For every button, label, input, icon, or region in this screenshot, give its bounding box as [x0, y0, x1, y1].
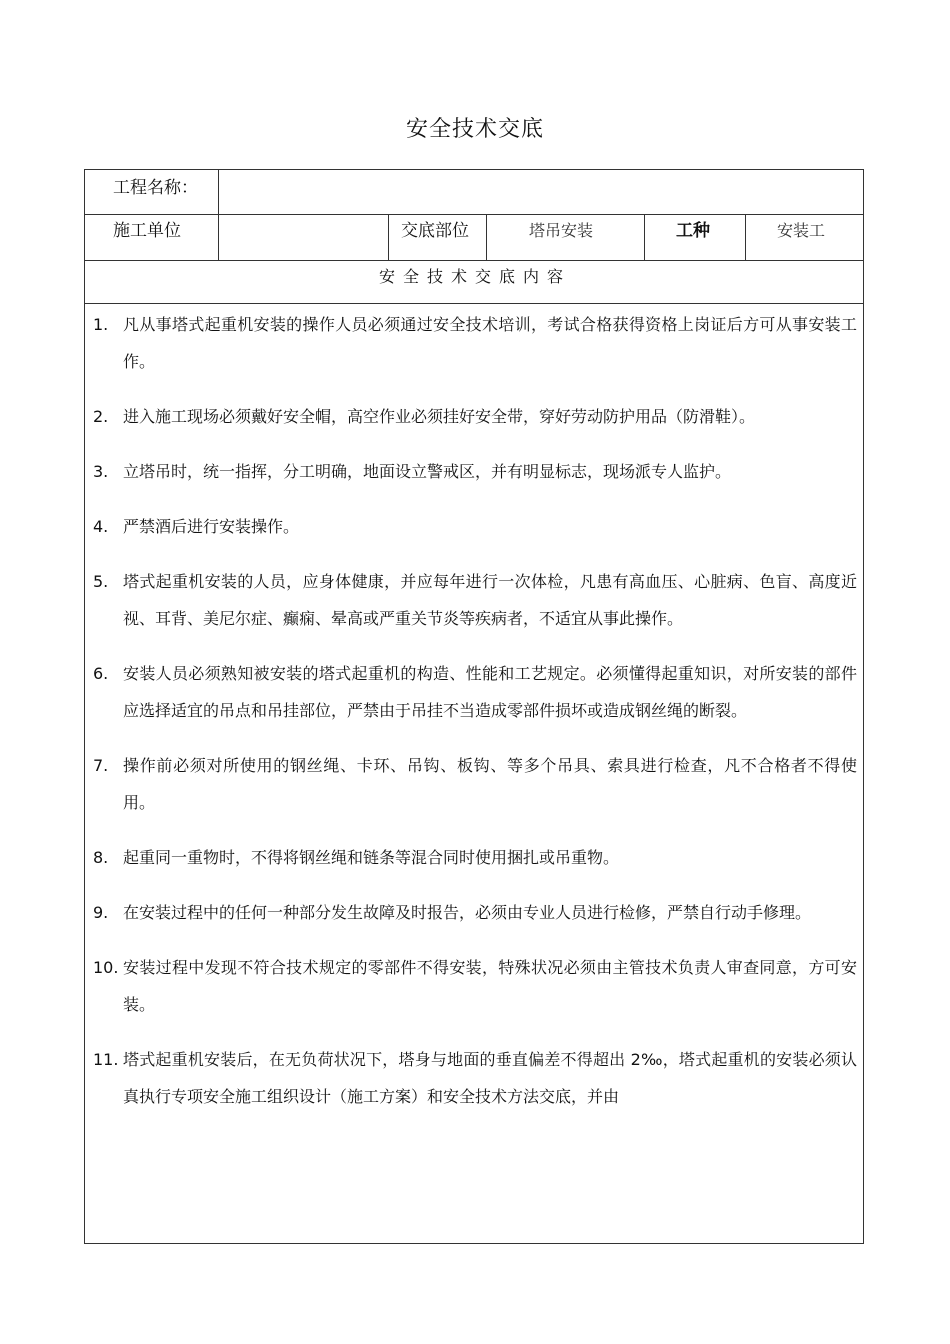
item-number: 1.: [93, 315, 109, 334]
item-text: 安装人员必须熟知被安装的塔式起重机的构造、性能和工艺规定。必须懂得起重知识，对所安装的部件应选择适宜的吊点和吊挂部位，严禁由于吊挂不当造成零部件损坏或造成钢丝绳的断裂。: [123, 664, 857, 720]
list-item: [85, 508, 865, 545]
construction-unit-label: 施工单位: [113, 221, 181, 241]
column-divider: [644, 214, 645, 260]
disclosure-part-label: 交底部位: [401, 221, 469, 241]
item-number: 3.: [93, 462, 109, 481]
item-text: 塔式起重机安装的人员，应身体健康，并应每年进行一次体检，凡患有高血压、心脏病、色盲、高度近视、耳背、美尼尔症、癫痫、晕高或严重关节炎等疾病者，不适宜从事此操作。: [123, 572, 857, 628]
work-type-label: 工种: [676, 221, 710, 241]
list-item: [85, 398, 865, 435]
column-divider: [486, 214, 487, 260]
disclosure-items-list: [85, 306, 865, 1133]
item-number: 10.: [93, 958, 119, 977]
list-item: [85, 306, 865, 380]
item-text: 进入施工现场必须戴好安全帽，高空作业必须挂好安全带，穿好劳动防护用品（防滑鞋）。: [123, 407, 756, 426]
item-number: 8.: [93, 848, 109, 867]
column-divider: [218, 170, 219, 214]
disclosure-part-value: 塔吊安装: [529, 221, 594, 240]
item-text: 严禁酒后进行安装操作。: [123, 517, 300, 536]
list-item: [85, 839, 865, 876]
list-item: [85, 949, 865, 1023]
list-item: [85, 1041, 865, 1115]
item-number: 9.: [93, 903, 109, 922]
item-number: 11.: [93, 1050, 119, 1069]
item-text: 塔式起重机安装后，在无负荷状况下，塔身与地面的垂直偏差不得超出 2‰，塔式起重机的安装必须认真执行专项安全施工组织设计（施工方案）和安全技术方法交底，并由: [123, 1050, 857, 1106]
item-text: 操作前必须对所使用的钢丝绳、卡环、吊钩、板钩、等多个吊具、索具进行检查，凡不合格者不得使用。: [123, 756, 857, 812]
column-divider: [388, 214, 389, 260]
item-number: 2.: [93, 407, 109, 426]
item-text: 立塔吊时，统一指挥，分工明确，地面设立警戒区，并有明显标志，现场派专人监护。: [123, 462, 732, 481]
item-number: 6.: [93, 664, 109, 683]
column-divider: [218, 214, 219, 260]
list-item: [85, 747, 865, 821]
work-type-value: 安装工: [777, 221, 826, 240]
item-number: 5.: [93, 572, 109, 591]
project-name-label: 工程名称：: [113, 178, 198, 198]
list-item: [85, 894, 865, 931]
content-section-title: 安全技术交底内容: [378, 267, 571, 286]
item-text: 凡从事塔式起重机安装的操作人员必须通过安全技术培训，考试合格获得资格上岗证后方可从事安装工作。: [123, 315, 857, 371]
row-divider: [85, 260, 863, 261]
row-divider: [85, 303, 863, 304]
document-title: 安全技术交底: [405, 117, 544, 142]
item-number: 7.: [93, 756, 109, 775]
list-item: [85, 563, 865, 637]
item-text: 安装过程中发现不符合技术规定的零部件不得安装，特殊状况必须由主管技术负责人审查同意，方可安装。: [123, 958, 857, 1014]
list-item: [85, 655, 865, 729]
row-divider: [85, 214, 863, 215]
list-item: [85, 453, 865, 490]
item-text: 在安装过程中的任何一种部分发生故障及时报告，必须由专业人员进行检修，严禁自行动手修理。: [123, 903, 812, 922]
disclosure-form: [84, 169, 864, 1244]
item-text: 起重同一重物时，不得将钢丝绳和链条等混合同时使用捆扎或吊重物。: [123, 848, 620, 867]
column-divider: [745, 214, 746, 260]
item-number: 4.: [93, 517, 109, 536]
